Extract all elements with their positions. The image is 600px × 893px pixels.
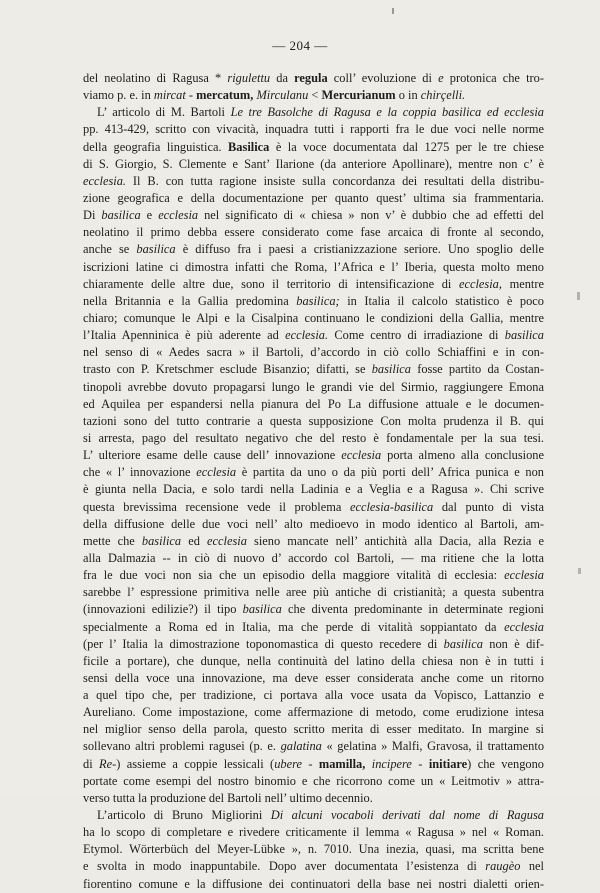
text-line: e svolta in modo inappuntabile. Dopo aver documentata l’esistenza di raugèo nel <box>83 859 544 874</box>
text-line: nel miglior senso della parola, questo scritto merita di esser meditato. In margine si <box>83 722 544 737</box>
text-line: che « l’ innovazione ecclesia è partita da uno o da più porti dell’ Africa punica e non <box>83 465 544 480</box>
text-line: (per l’ Italia la dimostrazione toponomastica di questo recedere di basilica non è dif- <box>83 636 544 651</box>
text-line: chiaro; comunque le Alpi e la Cisalpina continuano le condizioni della Gallia, mentre <box>83 310 544 325</box>
text-line: viamo p. e. in mircat - mercatum, Mirculanu < Mercurianum o in chirçelli. <box>83 88 466 103</box>
text-line: chiaramente delle altre due, sono il territorio di intensificazione di ecclesia, mentre <box>83 276 544 291</box>
text-line: tinopoli avrebbe dovuto propagarsi lungo le grandi vie del Sirmio, raggiungere Emona <box>83 379 544 394</box>
text-line: Di basilica e ecclesia nel significato di « chiesa » non v’ è dubbio che ad effetti del <box>83 208 544 223</box>
text-line: è giunta nella Dacia, e solo tardi nella Ladinia e a Veglia e a Ragusa ». Chi scrive <box>83 482 544 497</box>
body-text <box>83 70 544 893</box>
text-line: anche se basilica è diffuso fra i paesi a cristianizzazione seriore. Uno spoglio delle <box>83 242 544 257</box>
text-line: verso tutta la produzione del Bartoli nell’ ultimo decennio. <box>83 790 373 805</box>
text-line: alla Dalmazia -- in ciò di nuovo d’ accordo col Bartoli, — ma ritiene che la lotta <box>83 550 544 565</box>
text-line: L’ ulteriore esame delle cause dell’ innovazione ecclesia porta almeno alla conclusione <box>83 448 544 463</box>
text-line: neolatino il primo debba essere considerato come fase arcaica di fronte al secondo, <box>83 225 544 240</box>
text-line: fra le due voci non sia che un episodio della maggiore vitalità di ecclesia: ecclesia <box>83 568 544 583</box>
text-line: L’articolo di Bruno Migliorini Di alcuni vocaboli derivati dal nome di Ragusa <box>97 808 544 823</box>
text-line: pp. 413-429, scritto con vivacità, inquadra tutti i rapporti fra le due voci nelle norme <box>83 122 544 137</box>
margin-mark <box>578 568 581 574</box>
text-line: nel senso di « Aedes sacra » il Bartoli, d’accordo in ciò collo Schiaffini e in con- <box>83 345 544 360</box>
text-line: trasto con P. Kretschmer esclude Bisanzio; difatti, se basilica fosse partito da Costan- <box>83 362 544 377</box>
text-line: mette che basilica ed ecclesia sieno mancate nell’ antichità alla Dacia, alla Rezia e <box>83 533 544 548</box>
text-line: della diffusione delle due voci nell’ alto medioevo in modo identico al Bartoli, am- <box>83 516 544 531</box>
text-line: l’Italia Apenninica è più aderente ad ecclesia. Come centro di irradiazione di basilica <box>83 328 544 343</box>
text-line: zione geografica e della documentazione per quanto quest’ ultima sia frammentaria. <box>83 190 544 205</box>
text-line: della geografia linguistica. Basilica è la voce documentata dal 1275 per le tre chiese <box>83 139 544 154</box>
text-line: sensi della voce una innovazione, ma deve esser considerata anche come un ritorno <box>83 670 544 685</box>
text-line: ha lo scopo di completare e rivedere criticamente il lemma « Ragusa » nel « Roman. <box>83 825 544 840</box>
text-line: nella Britannia e la Gallia predomina basilica; in Italia il calcolo statistico è poco <box>83 293 544 308</box>
text-line: di Re-) assieme a coppie lessicali (ubere - mamilla, incipere - initiare) che vengono <box>83 756 544 771</box>
text-line: sarebbe l’ espressione primitiva nelle aree più antiche di cristianità; a questa subentra <box>83 585 544 600</box>
text-line: di S. Giorgio, S. Clemente e Sant’ Ilarione (da anteriore Apollinare), mentre non c’ è <box>83 156 544 171</box>
text-line: portate come esempi del nostro binomio e che ricorrono come un « Leitmotiv » attra- <box>83 773 544 788</box>
text-line: sollevano altri problemi ragusei (p. e. galatina « gelatina » Malfi, Gravosa, il trattamento <box>83 739 544 754</box>
page-number: — 204 — <box>272 38 328 53</box>
text-line: Etymol. Wörterbüch del Meyer-Lübke », n. 7010. Una inezia, quasi, ma scritta bene <box>83 842 544 857</box>
margin-mark <box>577 292 580 300</box>
text-line: ed Aquilea per espandersi nella pianura del Po La diffusione attuale e le documen- <box>83 396 544 411</box>
text-line: specialmente a Roma ed in Italia, ma che perde di vitalità soppiantato da ecclesia <box>83 619 544 634</box>
text-line: a quel tipo che, per tradizione, ci portava alla voce usata da Vopisco, Lattanzio e <box>83 688 544 703</box>
margin-mark <box>392 8 394 14</box>
text-line: fiorentino comune e la diffusione dei continuatori della base nei nostri dialetti orien- <box>83 876 544 891</box>
text-line: del neolatino di Ragusa * rigulettu da regula coll’ evoluzione di e protonica che tro- <box>83 71 544 85</box>
text-line: si arresta, pago del resultato negativo che del resto è fondamentale per la sua tesi. <box>83 430 544 445</box>
text-line: ecclesia. Il B. con tutta ragione insiste sulla concordanza dei resultati della distribu- <box>83 173 544 188</box>
text-line: Aureliano. Come impostazione, come affermazione di metodo, come erudizione intesa <box>83 705 544 720</box>
text-line: ficile a portare), che dunque, nella continuità del latino della chiesa non è in tutti i <box>83 653 544 668</box>
text-line: (innovazioni edilizie?) il tipo basilica che diventa predominante in determinate regioni <box>83 602 544 617</box>
text-line: questa brevissima recensione vede il problema ecclesia-basilica dal punto di vista <box>83 499 544 514</box>
text-line: L’ articolo di M. Bartoli Le tre Basolche di Ragusa e la coppia basilica ed ecclesia <box>97 105 544 120</box>
text-line: tazioni sono del tutto contrarie a questa supposizione Con molta prudenza il B. qui <box>83 413 544 428</box>
text-line: iscrizioni latine ci dimostra infatti che Roma, l’Africa e l’ Iberia, questa molto meno <box>83 259 544 274</box>
